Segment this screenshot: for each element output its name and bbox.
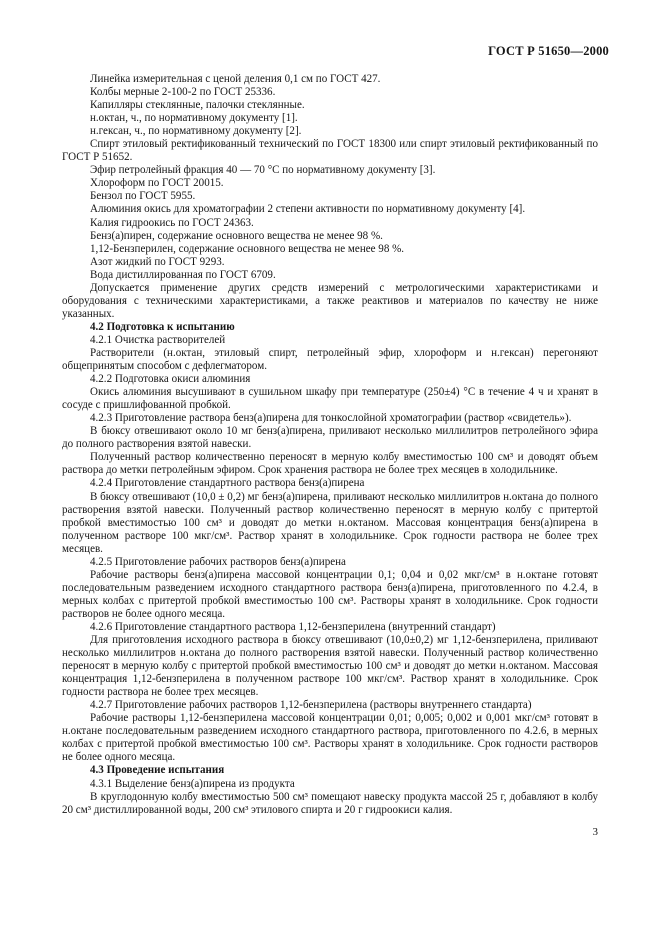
paragraph: Растворители (н.октан, этиловый спирт, петролейный эфир, хлороформ и н.гексан) перегоняют общепринятым способом с дефлегматором.	[62, 346, 598, 373]
paragraph: Капилляры стеклянные, палочки стеклянные.	[90, 99, 305, 112]
subsection-heading: 4.3.1 Выделение бенз(а)пирена из продукта	[90, 777, 295, 790]
subsection-heading: 4.2.7 Приготовление рабочих растворов 1,12-бензперилена (растворы внутреннего стандарта)	[90, 699, 532, 712]
subsection-heading: 4.2.2 Подготовка окиси алюминия	[90, 373, 251, 386]
paragraph: 1,12-Бензперилен, содержание основного вещества не менее 98 %.	[90, 242, 405, 255]
paragraph: Для приготовления исходного раствора в бюксу отвешивают (10,0±0,2) мг 1,12-бензперилена, приливают несколько миллилитров н.октана до полного растворения взятой навески. Полученный раствор количественно переносят в мерную колбу с притертой пробкой вместимостью 100 см³ и доводят до метки н.октаном. Массовая концентрация 1,12-бензперилена в полученном растворе 100 мкг/см³. Раствор хранят в холодильнике. Срок годности раствора не более трех месяцев.	[62, 634, 598, 699]
section-heading: 4.3 Проведение испытания	[90, 764, 225, 777]
paragraph: Алюминия окись для хроматографии 2 степени активности по нормативному документу [4].	[90, 203, 526, 216]
paragraph: Рабочие растворы 1,12-бензперилена массовой концентрации 0,01; 0,005; 0,002 и 0,001 мкг/см³ готовят в н.октане последовательным разведением исходного стандартного раствора, приготовленного по 4.2.6, в мерных колбах с притертой пробкой вместимостью 100 см³. Растворы хранят в холодильнике. Срок годности растворов не более одного месяца.	[62, 712, 598, 764]
paragraph: Азот жидкий по ГОСТ 9293.	[90, 255, 225, 268]
paragraph: Бензол по ГОСТ 5955.	[90, 190, 196, 203]
subsection-heading: 4.2.1 Очистка растворителей	[90, 333, 226, 346]
subsection-heading: 4.2.3 Приготовление раствора бенз(а)пирена для тонкослойной хроматографии (раствор «свидетель»).	[90, 412, 572, 425]
paragraph: В круглодонную колбу вместимостью 500 см³ помещают навеску продукта массой 25 г, добавляют в колбу 20 см³ дистиллированной воды, 200 см³ этилового спирта и 20 г гидроокиси калия.	[62, 790, 598, 816]
paragraph: Калия гидроокись по ГОСТ 24363.	[90, 216, 254, 229]
paragraph: Хлороформ по ГОСТ 20015.	[90, 177, 224, 190]
paragraph: н.октан, ч., по нормативному документу [1].	[90, 112, 298, 125]
paragraph: В бюксу отвешивают (10,0 ± 0,2) мг бенз(а)пирена, приливают несколько миллилитров н.октана до полного растворения взятой навески. Полученный раствор количественно переносят в мерную колбу с притертой пробкой вместимостью 100 см³ и доводят до метки н.октаном. Массовая концентрация бенз(а)пирена в полученном растворе 100 мкг/см³. Раствор хранят в холодильнике. Срок годности раствора не более трех месяцев.	[62, 490, 598, 555]
document-header: ГОСТ Р 51650—2000	[488, 44, 609, 58]
paragraph: Окись алюминия высушивают в сушильном шкафу при температуре (250±4) °С в течение 4 ч и хранят в сосуде с пришлифованной пробкой.	[62, 386, 598, 412]
paragraph: Бенз(а)пирен, содержание основного вещества не менее 98 %.	[90, 229, 383, 242]
page-number: 3	[592, 826, 598, 838]
paragraph: Полученный раствор количественно переносят в мерную колбу вместимостью 100 см³ и доводят объем раствора до метки петролейным эфиром. Срок хранения раствора не более трех месяцев в холодильнике.	[62, 451, 598, 477]
paragraph: Эфир петролейный фракция 40 — 70 °С по нормативному документу [3].	[90, 164, 436, 177]
paragraph: Колбы мерные 2-100-2 по ГОСТ 25336.	[90, 86, 276, 99]
paragraph: Допускается применение других средств измерений с метрологическими характеристиками и оборудования с техническими характеристиками, а также реактивов и материалов по качеству не ниже указанных.	[62, 281, 598, 320]
paragraph: Линейка измерительная с ценой деления 0,1 см по ГОСТ 427.	[90, 73, 381, 85]
paragraph: В бюксу отвешивают около 10 мг бенз(а)пирена, приливают несколько миллилитров петролейного эфира до полного растворения взятой навески.	[62, 425, 598, 451]
paragraph: н.гексан, ч., по нормативному документу [2].	[90, 125, 302, 138]
subsection-heading: 4.2.6 Приготовление стандартного раствора 1,12-бензперилена (внутренний стандарт)	[90, 620, 496, 633]
paragraph: Спирт этиловый ректификованный технический по ГОСТ 18300 или спирт этиловый ректификованный по ГОСТ Р 51652.	[62, 138, 598, 164]
paragraph: Рабочие растворы бенз(а)пирена массовой концентрации 0,1; 0,04 и 0,02 мкг/см³ в н.октане готовят последовательным разведением исходного стандартного раствора бенз(а)пирена, приготовленного по 4.2.4, в мерных колбах с притертой пробкой вместимостью 100 см³. Растворы хранят в холодильнике. Срок годности растворов не более одного месяца.	[62, 568, 598, 620]
section-heading: 4.2 Подготовка к испытанию	[90, 320, 235, 333]
subsection-heading: 4.2.4 Приготовление стандартного раствора бенз(а)пирена	[90, 477, 365, 490]
document-body	[62, 73, 598, 817]
subsection-heading: 4.2.5 Приготовление рабочих растворов бенз(а)пирена	[90, 555, 346, 568]
paragraph: Вода дистиллированная по ГОСТ 6709.	[90, 268, 276, 281]
